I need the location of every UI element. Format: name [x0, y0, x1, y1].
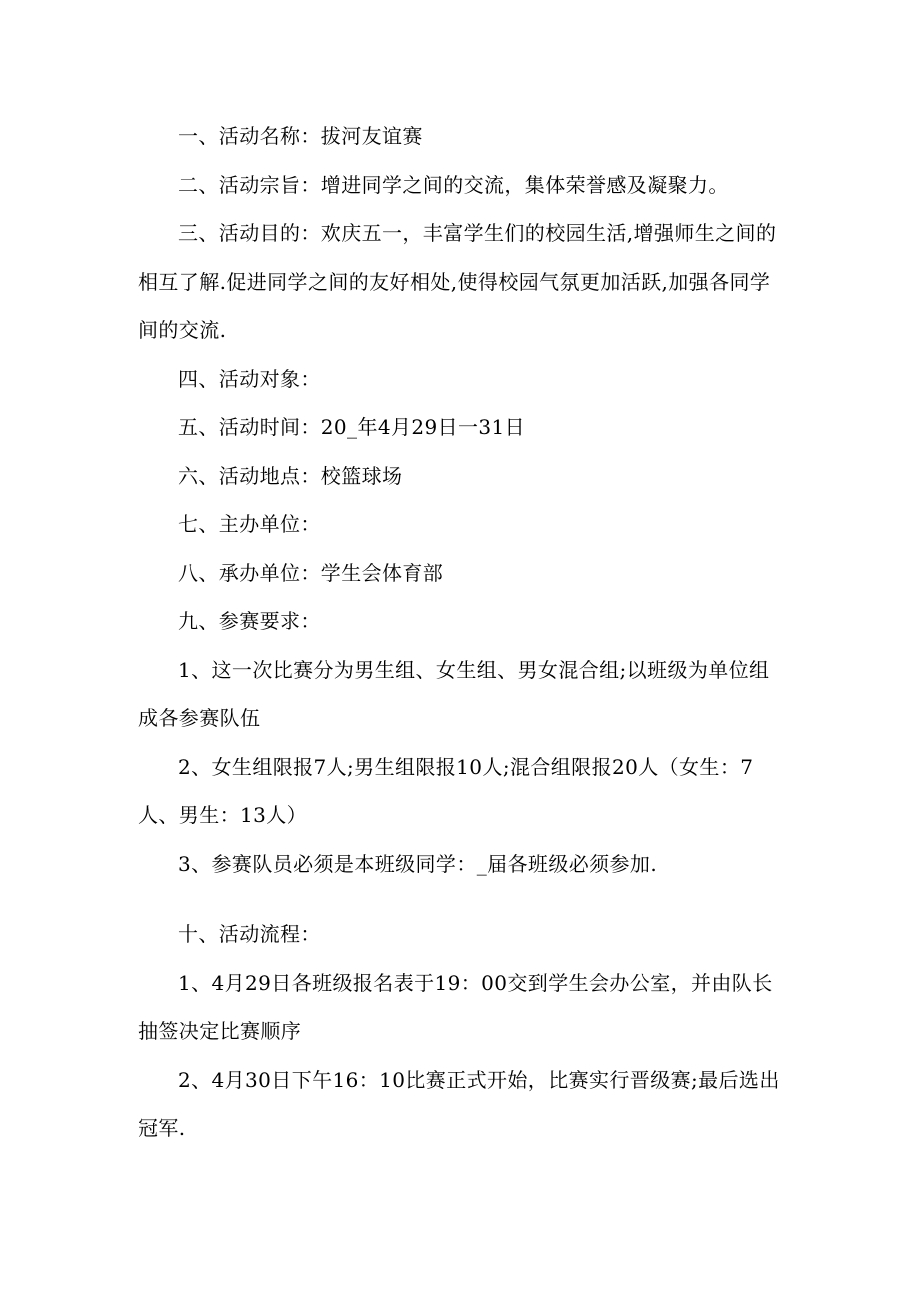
paragraph-co-organizer: 八、承办单位：学生会体育部	[178, 560, 444, 585]
paragraph-activity-name: 一、活动名称：拔河友谊赛	[178, 124, 423, 148]
paragraph-process-2: 2、4月30日下午16：10比赛正式开始，比赛实行晋级赛;最后选出冠军.	[138, 1067, 780, 1140]
paragraph-organizer: 七、主办单位：	[178, 512, 321, 536]
paragraph-requirement-2: 2、女生组限报7人;男生组限报10人;混合组限报20人（女生：7人、男生：13人）	[138, 754, 754, 827]
paragraph-activity-goal: 三、活动目的：欢庆五一，丰富学生们的校园生活,增强师生之间的相互了解.促进同学之间的友好相处,使得校园气氛更加活跃,加强各同学间的交流.	[138, 221, 777, 342]
paragraph-requirement-3: 3、参赛队员必须是本班级同学：_届各班级必须参加.	[178, 851, 658, 876]
paragraph-activity-target: 四、活动对象：	[178, 366, 321, 391]
paragraph-process-1: 1、4月29日各班级报名表于19：00交到学生会办公室，并由队长抽签决定比赛顺序	[138, 970, 773, 1043]
document-body	[138, 112, 788, 1153]
paragraph-activity-purpose: 二、活动宗旨：增进同学之间的交流，集体荣誉感及凝聚力。	[178, 172, 729, 197]
paragraph-process-heading: 十、活动流程：	[178, 922, 321, 946]
paragraph-requirement-1: 1、这一次比赛分为男生组、女生组、男女混合组;以班级为单位组成各参赛队伍	[138, 657, 770, 730]
paragraph-activity-location: 六、活动地点：校篮球场	[178, 463, 403, 488]
paragraph-requirements-heading: 九、参赛要求：	[178, 609, 321, 633]
paragraph-activity-time: 五、活动时间：20_年4月29日一31日	[178, 415, 526, 439]
